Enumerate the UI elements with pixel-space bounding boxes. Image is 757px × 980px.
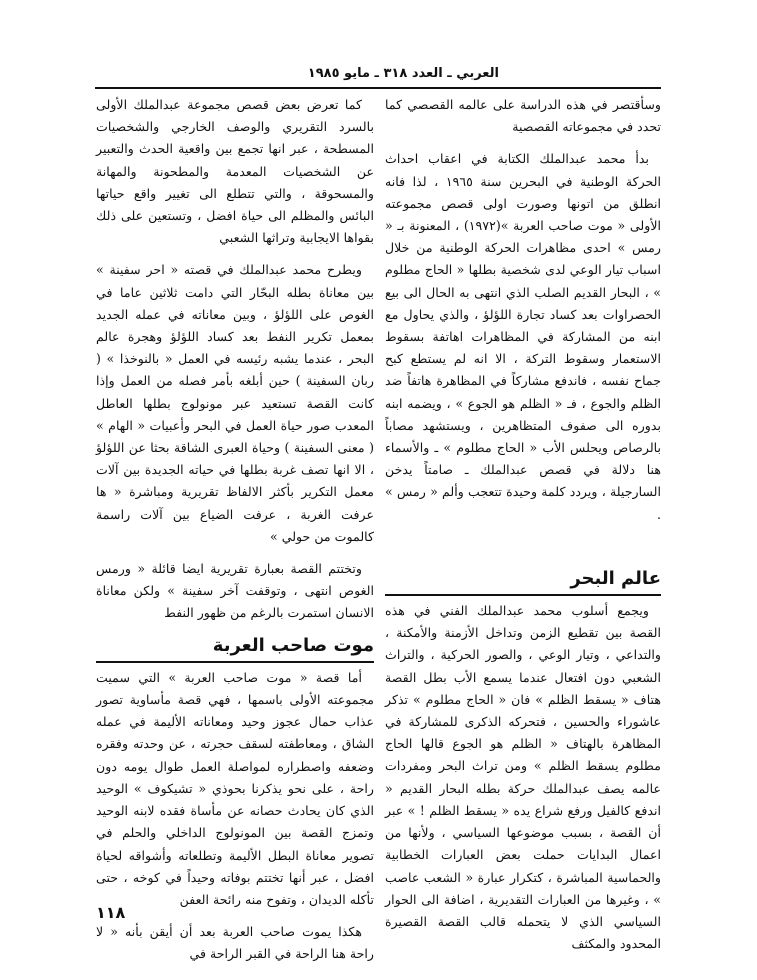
section-heading-text: عالم البحر <box>570 567 661 589</box>
body-paragraph: بدأ محمد عبدالملك الكتابة في اعقاب احداث الحركة الوطنية في البحرين سنة ١٩٦٥ ، لذا فانه انطلق من اتونها وصورت اولى قصص مجموعته الأولى « موت صاحب العربة »(١٩٧٢) ، المعنونة بـ « رمس » احدى مظاهرات الحركة الوطنية من خلال اسباب تيار الوعي لدى شخصية بطلها « الحاج مطلوم » ، البحار القديم الصلب الذي انتهى به الحال الى بيع الحصراوات بعد كساد تجارة اللؤلؤ ، والذي يحاول مع ابنه من المشاركة في المظاهرات اهاتفة بسقوط الاستعمار وسقوط التركة ، الا انه لم يستطع كبح جماح نفسه ، فاندفع مشاركاً في المظاهرة هاتفاً ضد الظلم والجوع ، فـ « الظلم هو الجوع » ، ويضمه ابنه بدوره الى صفوف المتظاهرين ، ويستشهد مصاباً بالرصاص ويحلس الأب « الحاج مطلوم » ـ والأسماء هنا دلالة في قصص عبدالملك ـ صامتاً يدخن السارجيلة ، ويردد كلمة وحيدة تتعجب وألم « رمس » . <box>385 151 662 522</box>
running-header: العربي ـ العدد ٣١٨ ـ مايو ١٩٨٥ <box>307 66 499 81</box>
intro-paragraph: وسأقتصر في هذه الدراسة على عالمه القصصي كما تحدد في مجموعاته القصصية <box>385 97 661 135</box>
page-number: ١١٨ <box>96 903 126 922</box>
section-heading-text: موت صاحب العربة <box>212 634 374 656</box>
section-heading-sea-world <box>385 568 661 596</box>
body-paragraph: وتختتم القصة بعبارة تقريرية ايضا قائلة « ورمس الغوص انتهى ، وتوقفت آخر سفينة » ولكن معاناة الانسان استمرت بالرغم من ظهور النفط <box>96 561 374 621</box>
body-paragraph: ويجمع أسلوب محمد عبدالملك الفني في هذه القصة بين تقطيع الزمن وتداخل الأزمنة والأمكنة ، والتداعي ، وتيار الوعي ، والصور الحركية ، والتراث الشعبي دون افتعال عندما يسمع الأب بطل القصة هتاف « يسقط الظلم » فان « الحاج مطلوم » تذكر عاشوراء والحسين ، فتحركه الذكرى للمشاركة في المظاهرة بالهتاف « الظلم هو الجوع قالها الحاج مطلوم يسقط الظلم » ومن تراث البحر ومفردات عالمه يصف عبدالملك حركة بطله البحار القديم « اندفع كالفيل ورفع شراع يده « يسقط الظلم ! » عبر أن القصة ، بسبب موضوعها السياسي ، ولأنها من اعمال البدايات حملت بعض العبارات الخطابية والحماسية المباشرة ، كتكرار عبارة « الشعب عاصب » ، وغيرها من العبارات التقديرية ، اضافة الى الحوار السياسي الذي لا يتحمله قالب القصة القصيرة المحدود والمكثف <box>385 603 661 952</box>
body-paragraph: هكذا يموت صاحب العربة بعد أن أيقن بأنه « لا راحة هنا الراحة في القبر الراحة في <box>96 924 374 962</box>
left-column <box>96 94 374 976</box>
body-paragraph: ويطرح محمد عبدالملك في قصته « احر سفينة » بين معاناة بطله البحّار التي دامت ثلاثين عاما في الغوص على اللؤلؤ ، وبين معاناته في عمله الجديد بمعمل تكرير النفط بعد كساد اللؤلؤ وهجرة عالم البحر ، عندما يشبه رئيسه في العمل « بالنوخذا » ( ربان السفينة ) حين أبلغه بأمر فصله من العمل وإذا كانت القصة تستعيد عبر مونولوج بطلها العاطل المعدب صور حياة العمل في البحر وأعبيات « الهام » ( معنى السفينة ) وحياة العبرى الشاقة بحثا عن اللؤلؤ ، الا انها تصف غربة بطلها في حياته الجديدة بين آلات معمل التكرير بأكثر الالفاظ تقريرية ومباشرة « ها عرفت الغربة ، عرفت الضياع بين آلات راسمة كالموت من حولي » <box>96 262 374 544</box>
spacer <box>385 536 661 560</box>
right-column <box>385 94 661 965</box>
header-divider <box>95 87 661 89</box>
section-heading-cart-owner <box>96 635 374 663</box>
body-paragraph: أما قصة « موت صاحب العربة » التي سميت مجموعته الأولى باسمها ، فهي قصة مأساوية تصور عذاب حمال عجوز وحيد ومعاناته الأليمة في عمله الشاق ، ومعاطفته لسقف حجرته ، عن وحدته وفقره وضعفه واصطراره لمواصلة العمل طوال يومه دون راحة ، على نحو يذكرنا بحوذي « تشيكوف » الوحيد الذي كان يحادث حصانه عن مأساة فقده لابنه الوحيد وتمزج القصة بين المونولوج الداخلي والحلم في تصوير معاناة البطل الأليمة وتطلعاته وأشواقه لحياة افضل ، عبر أنها تختتم بوفاته وحيداً في كوخه ، حتى تأكله الديدان ، وتفوح منه رائحة العفن <box>96 669 374 907</box>
body-paragraph: كما تعرض بعض قصص مجموعة عبدالملك الأولى بالسرد التقريري والوصف الخارجي والشخصيات المسطحة ، عبر انها تجمع بين واقعية الحدث والتعبير عن الشخصيات المعدمة والمطحونة والمهانة والمسحوقة ، والتي تتطلع الى تغيير واقع حياتها البائس والمظلم الى حياة افضل ، وتستعين على ذلك بقواها الايجابية وتراثها الشعبي <box>96 97 374 246</box>
